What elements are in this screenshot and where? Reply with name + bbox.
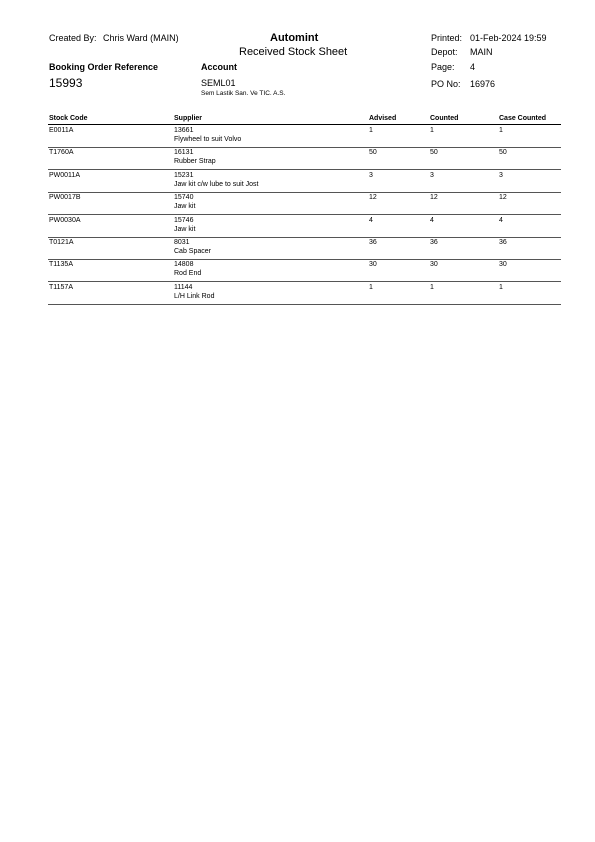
stock-code-cell: T1157A	[49, 283, 73, 291]
po-label: PO No:	[431, 79, 461, 89]
case-counted-cell: 30	[499, 261, 507, 269]
column-header-advised: Advised	[369, 115, 397, 122]
case-counted-cell: 1	[499, 127, 503, 134]
table-header-rule	[48, 124, 561, 125]
created-by-label: Created By:	[49, 33, 97, 43]
row-divider	[48, 192, 561, 193]
column-header-supplier: Supplier	[174, 115, 203, 122]
counted-cell: 1	[430, 127, 434, 134]
supplier-code-cell: 15746	[174, 216, 194, 224]
stock-code-cell: PW0030A	[49, 216, 81, 224]
printed-label: Printed:	[431, 33, 463, 43]
advised-cell: 36	[369, 239, 377, 246]
page-label: Page:	[431, 62, 455, 72]
case-counted-cell: 1	[499, 283, 503, 291]
supplier-description-cell: Cab Spacer	[174, 248, 211, 255]
stock-code-cell: T1135A	[49, 261, 73, 269]
case-counted-cell: 4	[499, 216, 503, 224]
case-counted-cell: 36	[499, 239, 507, 246]
created-by-value: Chris Ward (MAIN)	[103, 33, 179, 43]
counted-cell: 4	[430, 216, 434, 224]
advised-cell: 4	[369, 216, 373, 224]
column-header-counted: Counted	[430, 115, 459, 122]
supplier-description-cell: Rod End	[174, 270, 202, 278]
row-divider	[48, 237, 561, 238]
row-divider	[48, 147, 561, 148]
supplier-code-cell: 13661	[174, 127, 194, 134]
document-title: Received Stock Sheet	[239, 46, 348, 58]
stock-code-cell: PW0017B	[49, 194, 81, 202]
row-divider	[48, 169, 561, 170]
stock-code-cell: T0121A	[49, 239, 74, 246]
account-name: Sem Lastik San. Ve TIC. A.S.	[201, 90, 286, 97]
case-counted-cell: 50	[499, 149, 507, 157]
row-divider	[48, 281, 561, 282]
depot-value: MAIN	[470, 47, 493, 57]
supplier-description-cell: Jaw kit	[174, 225, 196, 233]
supplier-description-cell: Jaw kit c/w lube to suit Jost	[174, 180, 259, 188]
advised-cell: 12	[369, 194, 377, 202]
counted-cell: 1	[430, 283, 434, 291]
counted-cell: 36	[430, 239, 438, 246]
counted-cell: 12	[430, 194, 438, 202]
column-header-case-counted: Case Counted	[499, 115, 547, 122]
advised-cell: 3	[369, 171, 373, 179]
column-header-stock-code: Stock Code	[49, 115, 88, 122]
supplier-code-cell: 11144	[174, 283, 193, 291]
account-code: SEML01	[201, 78, 236, 88]
case-counted-cell: 12	[499, 194, 507, 202]
counted-cell: 50	[430, 149, 438, 157]
case-counted-cell: 3	[499, 171, 503, 179]
supplier-code-cell: 8031	[174, 239, 190, 246]
advised-cell: 30	[369, 261, 377, 269]
supplier-description-cell: Jaw kit	[174, 203, 196, 211]
supplier-code-cell: 15231	[174, 171, 194, 179]
supplier-description-cell: Flywheel to suit Volvo	[174, 136, 242, 143]
stock-code-cell: PW0011A	[49, 171, 80, 179]
stock-code-cell: T1760A	[49, 149, 74, 157]
booking-ref-value: 15993	[49, 76, 83, 90]
depot-label: Depot:	[431, 47, 458, 57]
supplier-description-cell: Rubber Strap	[174, 158, 216, 166]
advised-cell: 50	[369, 149, 377, 157]
booking-ref-label: Booking Order Reference	[49, 62, 159, 72]
page-value: 4	[470, 62, 476, 72]
row-divider	[48, 304, 561, 305]
supplier-code-cell: 14808	[174, 261, 194, 269]
counted-cell: 30	[430, 261, 438, 269]
printed-value: 01-Feb-2024 19:59	[470, 33, 547, 43]
advised-cell: 1	[369, 283, 373, 291]
supplier-code-cell: 15740	[174, 194, 194, 202]
row-divider	[48, 259, 561, 260]
company-name: Automint	[270, 32, 319, 44]
supplier-description-cell: L/H Link Rod	[174, 292, 215, 300]
advised-cell: 1	[369, 127, 373, 134]
counted-cell: 3	[430, 171, 434, 179]
row-divider	[48, 214, 561, 215]
po-value: 16976	[470, 79, 496, 89]
supplier-code-cell: 16131	[174, 149, 194, 157]
account-label: Account	[201, 62, 237, 72]
stock-code-cell: E0011A	[49, 127, 74, 134]
